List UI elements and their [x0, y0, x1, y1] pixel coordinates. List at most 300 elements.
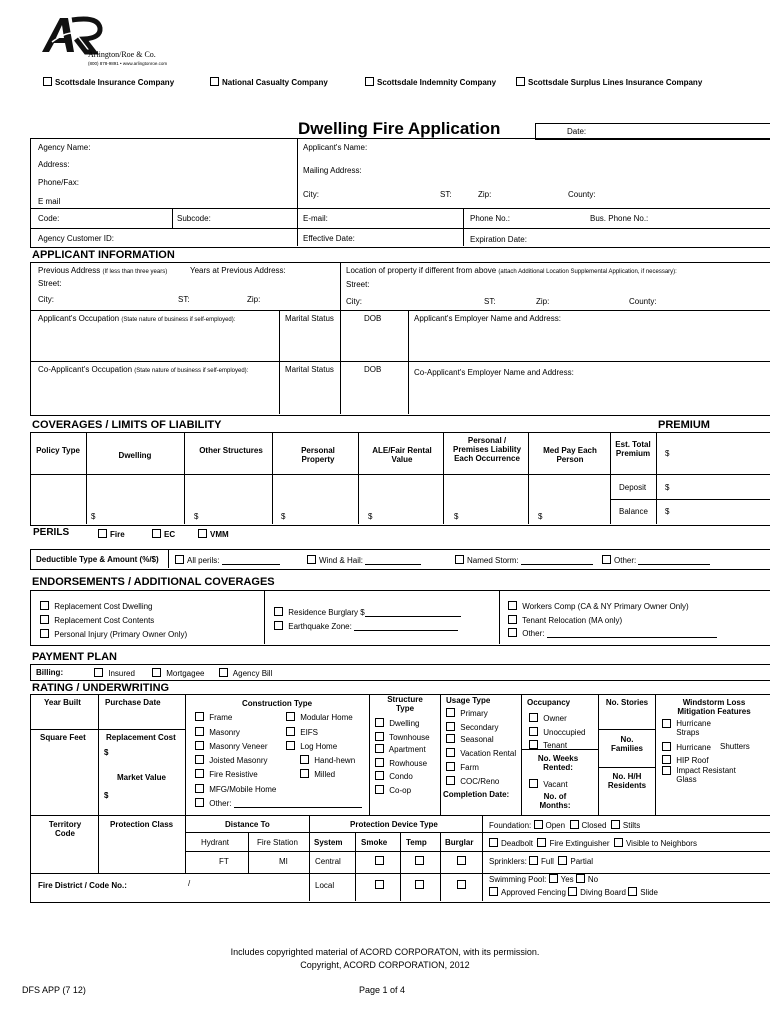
checkbox-icon[interactable]	[286, 727, 295, 736]
pool-yes[interactable]	[549, 875, 574, 884]
checkbox-icon[interactable]	[219, 668, 228, 677]
billing-insured[interactable]	[94, 668, 135, 678]
foundation-option-label: Open	[545, 821, 566, 830]
checkbox-icon[interactable]	[195, 784, 204, 793]
structure-option-label: Rowhouse	[389, 759, 428, 768]
checkbox-icon[interactable]	[415, 880, 424, 889]
agency-address-label: Address:	[38, 160, 70, 169]
employer-label: Applicant's Employer Name and Address:	[414, 314, 561, 323]
col-est-premium: Est. Total Premium	[615, 440, 651, 458]
mailing-address-label: Mailing Address:	[303, 166, 362, 175]
replacement-cost-dollar: $	[104, 748, 109, 757]
checkbox-icon[interactable]	[195, 769, 204, 778]
market-value-label: Market Value	[117, 773, 166, 782]
location-of-property	[346, 266, 677, 275]
date-label: Date:	[567, 127, 587, 136]
loc-state-label: ST:	[484, 297, 496, 306]
pool-yes-label: Yes	[560, 875, 574, 884]
checkbox-icon[interactable]	[628, 887, 637, 896]
construction-masonry[interactable]	[195, 727, 240, 737]
structure-coop[interactable]	[375, 785, 411, 795]
agency-subcode-label: Subcode:	[177, 214, 211, 223]
deductible-label: Deductible Type & Amount (%/$)	[36, 555, 159, 564]
checkbox-icon[interactable]	[375, 718, 384, 727]
checkbox-icon[interactable]	[195, 727, 204, 736]
endorsement-label: Other:	[522, 629, 545, 638]
deadbolt-option[interactable]	[489, 839, 533, 848]
co-occupation-label: Co-Applicant's Occupation	[38, 365, 133, 374]
foundation-stilts[interactable]	[611, 821, 640, 830]
foundation-open[interactable]	[534, 821, 566, 830]
billing-label: Billing:	[36, 668, 64, 677]
checkbox-icon[interactable]	[286, 741, 295, 750]
col-personal-property: Personal Property	[301, 446, 335, 464]
checkbox-icon[interactable]	[570, 820, 579, 829]
checkbox-icon[interactable]	[508, 628, 517, 637]
usage-farm[interactable]	[446, 762, 479, 772]
foundation-label: Foundation:	[489, 821, 532, 830]
checkbox-icon[interactable]	[602, 555, 611, 564]
ale-dollar: $	[368, 512, 373, 521]
deductible-other[interactable]	[602, 555, 710, 565]
checkbox-icon[interactable]	[300, 769, 309, 778]
checkbox-icon[interactable]	[662, 742, 671, 751]
company-option-scottsdale-surplus[interactable]	[516, 77, 702, 87]
windstorm-hurricane[interactable]	[662, 742, 711, 752]
windstorm-option-label: Hurricane Straps	[676, 719, 711, 737]
wind-hail-label: Wind & Hail:	[319, 556, 364, 565]
checkbox-icon[interactable]	[198, 529, 207, 538]
endorsement-label: Workers Comp (CA & NY Primary Owner Only)	[522, 602, 689, 611]
construction-option-label: Other:	[209, 799, 232, 808]
purchase-date-label: Purchase Date	[105, 698, 161, 707]
occupancy-unoccupied[interactable]	[529, 727, 585, 737]
checkbox-icon[interactable]	[568, 887, 577, 896]
billing-agency-bill[interactable]	[219, 668, 272, 678]
named-storm-input[interactable]	[521, 556, 593, 565]
checkbox-icon[interactable]	[529, 713, 538, 722]
deductible-other-input[interactable]	[638, 556, 710, 565]
peril-vmm[interactable]	[198, 529, 229, 539]
checkbox-icon[interactable]	[195, 755, 204, 764]
agency-applicant-box	[30, 138, 770, 248]
col-other-structures: Other Structures	[199, 446, 263, 455]
occupation-label: Applicant's Occupation	[38, 314, 120, 323]
checkbox-icon[interactable]	[446, 722, 455, 731]
peril-vmm-label: VMM	[210, 530, 229, 539]
checkbox-icon[interactable]	[446, 734, 455, 743]
expiration-date-label: Expiration Date:	[470, 235, 527, 244]
endorsement-earthquake[interactable]	[274, 621, 458, 631]
protection-device-label: Protection Device Type	[350, 820, 438, 829]
construction-frame[interactable]	[195, 712, 232, 722]
checkbox-icon[interactable]	[529, 856, 538, 865]
billing-mortgagee[interactable]	[152, 668, 204, 678]
checkbox-icon[interactable]	[375, 771, 384, 780]
checkbox-icon[interactable]	[516, 77, 525, 86]
checkbox-icon[interactable]	[529, 740, 538, 749]
effective-date-label: Effective Date:	[303, 234, 355, 243]
checkbox-icon[interactable]	[152, 668, 161, 677]
payment-row	[30, 664, 770, 681]
checkbox-icon[interactable]	[375, 785, 384, 794]
perils-label: PERILS	[33, 527, 70, 538]
construction-milled[interactable]	[300, 769, 335, 779]
wind-hail-input[interactable]	[365, 556, 421, 565]
checkbox-icon[interactable]	[662, 766, 671, 775]
occupancy-vacant[interactable]	[529, 779, 568, 789]
foundation-option-label: Closed	[581, 821, 607, 830]
company-option-scottsdale-insurance[interactable]	[43, 77, 174, 87]
co-applicant-occupation	[38, 365, 248, 374]
co-dob-label: DOB	[364, 365, 382, 374]
diving-board-option[interactable]	[568, 888, 626, 897]
all-perils-label: All perils:	[187, 556, 220, 565]
prev-city-label: City:	[38, 295, 54, 304]
checkbox-icon[interactable]	[286, 712, 295, 721]
checkbox-icon[interactable]	[446, 776, 455, 785]
burglar-label: Burglar	[445, 838, 474, 847]
burglary-input[interactable]	[365, 608, 461, 617]
smoke-label: Smoke	[361, 838, 388, 847]
checkbox-icon[interactable]	[611, 820, 620, 829]
dob-label: DOB	[364, 314, 382, 323]
checkbox-icon[interactable]	[529, 779, 538, 788]
construction-option-label: Log Home	[300, 742, 338, 751]
extinguisher-label: Fire Extinguisher	[549, 839, 610, 848]
checkbox-icon[interactable]	[195, 798, 204, 807]
balance-dollar: $	[665, 507, 670, 516]
zip-label: Zip:	[478, 190, 492, 199]
prev-street-label: Street:	[38, 279, 62, 288]
construction-option-label: Milled	[314, 770, 336, 779]
checkbox-icon[interactable]	[300, 755, 309, 764]
endorsement-replacement-contents[interactable]	[40, 615, 154, 625]
usage-vacation-rental[interactable]	[446, 748, 516, 758]
construction-other[interactable]	[195, 798, 362, 808]
construction-option-label: Masonry	[209, 728, 240, 737]
billing-option-label: Agency Bill	[232, 669, 273, 678]
endorsement-tenant-relocation[interactable]	[508, 615, 622, 625]
construction-mfg-mobile[interactable]	[195, 784, 276, 794]
checkbox-icon[interactable]	[489, 887, 498, 896]
construction-type-label: Construction Type	[242, 699, 313, 708]
checkbox-icon[interactable]	[365, 77, 374, 86]
company-option-scottsdale-indemnity[interactable]	[365, 77, 496, 87]
construction-fire-resistive[interactable]	[195, 769, 258, 779]
checkbox-icon[interactable]	[549, 874, 558, 883]
checkbox-icon[interactable]	[457, 856, 466, 865]
pool-no-label: No	[587, 875, 599, 884]
checkbox-icon[interactable]	[375, 744, 384, 753]
residents-label: No. H/H Residents	[607, 772, 647, 790]
construction-hand-hewn[interactable]	[300, 755, 355, 765]
central-smoke-checkbox[interactable]	[375, 856, 387, 866]
other-structures-dollar: $	[194, 512, 199, 521]
checkbox-icon[interactable]	[307, 555, 316, 564]
company-label: Scottsdale Insurance Company	[55, 78, 175, 87]
col-ale: ALE/Fair Rental Value	[372, 446, 432, 464]
checkbox-icon[interactable]	[375, 880, 384, 889]
agency-customer-id-label: Agency Customer ID:	[38, 234, 115, 243]
construction-eifs[interactable]	[286, 727, 318, 737]
checkbox-icon[interactable]	[375, 856, 384, 865]
prev-state-label: ST:	[178, 295, 190, 304]
occupation-note: (State nature of business if self-employed):	[121, 317, 236, 323]
checkbox-icon[interactable]	[662, 719, 671, 728]
checkbox-icon[interactable]	[98, 529, 107, 538]
copyright-line-1: Includes copyrighted material of ACORD CORPORATON, with its permission.	[230, 947, 540, 957]
sprinklers-row	[489, 856, 593, 866]
col-med-pay: Med Pay Each Person	[543, 446, 597, 464]
families-label: No. Families	[610, 735, 643, 753]
all-perils-input[interactable]	[222, 556, 280, 565]
structure-apartment[interactable]	[375, 744, 426, 754]
agency-phone-label: Phone/Fax:	[38, 178, 79, 187]
checkbox-icon[interactable]	[375, 758, 384, 767]
company-label: National Casualty Company	[222, 78, 328, 87]
construction-log-home[interactable]	[286, 741, 337, 751]
checkbox-icon[interactable]	[446, 748, 455, 757]
checkbox-icon[interactable]	[508, 615, 517, 624]
named-storm-label: Named Storm:	[467, 556, 519, 565]
construction-option-label: Masonry Veneer	[209, 742, 268, 751]
personal-property-dollar: $	[281, 512, 286, 521]
checkbox-icon[interactable]	[446, 708, 455, 717]
stories-label: No. Stories	[605, 698, 649, 707]
co-occupation-note: (State nature of business if self-employed):	[134, 368, 249, 374]
windstorm-option-label: Impact Resistant Glass	[676, 766, 736, 784]
checkbox-icon[interactable]	[537, 838, 546, 847]
usage-option-label: Vacation Rental	[460, 749, 517, 758]
occupancy-tenant[interactable]	[529, 740, 567, 750]
deductible-all-perils[interactable]	[175, 555, 280, 565]
peril-fire[interactable]	[98, 529, 125, 539]
col-liability: Personal / Premises Liability Each Occurrence	[452, 436, 522, 463]
checkbox-icon[interactable]	[40, 601, 49, 610]
checkbox-icon[interactable]	[274, 607, 283, 616]
peril-ec[interactable]	[152, 529, 175, 539]
pool-no[interactable]	[576, 875, 598, 884]
checkbox-icon[interactable]	[489, 838, 498, 847]
central-label: Central	[315, 857, 341, 866]
county-label: County:	[568, 190, 596, 199]
checkbox-icon[interactable]	[457, 880, 466, 889]
structure-option-label: Dwelling	[389, 719, 420, 728]
checkbox-icon[interactable]	[40, 615, 49, 624]
local-smoke-checkbox[interactable]	[375, 880, 387, 890]
checkbox-icon[interactable]	[614, 838, 623, 847]
location-label: Location of property if different from above	[346, 266, 497, 275]
location-note: (attach Additional Location Supplemental Application, if necessary):	[498, 269, 677, 275]
checkbox-icon[interactable]	[508, 601, 517, 610]
endorsement-label: Personal Injury (Primary Owner Only)	[54, 630, 188, 639]
checkbox-icon[interactable]	[210, 77, 219, 86]
dwelling-dollar: $	[91, 512, 96, 521]
endorsement-label: Residence Burglary $	[288, 608, 365, 617]
usage-seasonal[interactable]	[446, 734, 494, 744]
foundation-closed[interactable]	[570, 821, 607, 830]
windstorm-hurricane-straps[interactable]	[662, 719, 720, 737]
windstorm-option-label: Hurricane	[676, 743, 711, 752]
med-pay-dollar: $	[538, 512, 543, 521]
logo-contact: (800) 878-9891 • www.arlingtonroe.com	[88, 61, 168, 66]
section-heading-endorsements: ENDORSEMENTS / ADDITIONAL COVERAGES	[32, 576, 275, 588]
construction-modular[interactable]	[286, 712, 353, 722]
logo	[38, 12, 178, 74]
section-heading-payment: PAYMENT PLAN	[32, 651, 117, 663]
extinguisher-option[interactable]	[537, 839, 609, 848]
construction-other-input[interactable]	[234, 799, 362, 808]
approved-fencing-label: Approved Fencing	[501, 888, 566, 897]
years-at-address-label: Years at Previous Address:	[190, 266, 286, 275]
section-heading-rating: RATING / UNDERWRITING	[32, 682, 170, 694]
central-temp-checkbox[interactable]	[415, 856, 427, 866]
pool-label: Swimming Pool:	[489, 875, 547, 884]
earthquake-input[interactable]	[354, 622, 458, 631]
company-option-national-casualty[interactable]	[210, 77, 328, 87]
fire-district-label: Fire District / Code No.:	[38, 881, 127, 890]
marital-status-label: Marital Status	[285, 314, 334, 323]
checkbox-icon[interactable]	[40, 629, 49, 638]
section-heading-applicant-info: APPLICANT INFORMATION	[32, 249, 175, 261]
page-title: Dwelling Fire Application	[298, 119, 501, 138]
completion-date-label: Completion Date:	[443, 790, 510, 799]
previous-address	[38, 266, 167, 275]
checkbox-icon[interactable]	[274, 621, 283, 630]
central-burglar-checkbox[interactable]	[457, 856, 469, 866]
prev-zip-label: Zip:	[247, 295, 261, 304]
deductible-other-label: Other:	[614, 556, 637, 565]
market-value-dollar: $	[104, 791, 109, 800]
slide-label: Slide	[640, 888, 659, 897]
agency-email-label: E mail	[38, 197, 61, 206]
loc-city-label: City:	[346, 297, 362, 306]
replacement-cost-label: Replacement Cost	[106, 733, 176, 742]
temp-label: Temp	[406, 838, 427, 847]
previous-address-label: Previous Address	[38, 266, 101, 275]
local-temp-checkbox[interactable]	[415, 880, 427, 890]
premium-heading: PREMIUM	[658, 419, 710, 431]
checkbox-icon[interactable]	[558, 856, 567, 865]
endorsement-label: Replacement Cost Dwelling	[54, 602, 153, 611]
city-label: City:	[303, 190, 319, 199]
usage-secondary[interactable]	[446, 722, 498, 732]
security-row	[489, 838, 697, 848]
endorsement-replacement-dwelling[interactable]	[40, 601, 153, 611]
sprinklers-full[interactable]	[529, 857, 554, 866]
checkbox-icon[interactable]	[195, 712, 204, 721]
occupancy-option-label: Unoccupied	[543, 728, 586, 737]
usage-type-label: Usage Type	[446, 696, 491, 705]
liability-dollar: $	[454, 512, 459, 521]
structure-condo[interactable]	[375, 771, 413, 781]
checkbox-icon[interactable]	[175, 555, 184, 564]
year-built-label: Year Built	[44, 698, 81, 707]
windstorm-option-label: HIP Roof	[676, 756, 709, 765]
checkbox-icon[interactable]	[415, 856, 424, 865]
agency-code-label: Code:	[38, 214, 60, 223]
construction-option-label: Modular Home	[300, 713, 353, 722]
usage-primary[interactable]	[446, 708, 488, 718]
slide-option[interactable]	[628, 888, 658, 897]
fire-district-slash: /	[188, 879, 191, 888]
checkbox-icon[interactable]	[375, 732, 384, 741]
checkbox-icon[interactable]	[529, 727, 538, 736]
occupancy-option-label: Tenant	[543, 741, 568, 750]
endorsement-burglary[interactable]	[274, 607, 461, 617]
checkbox-icon[interactable]	[43, 77, 52, 86]
sprinklers-full-label: Full	[541, 857, 554, 866]
occupancy-owner[interactable]	[529, 713, 567, 723]
square-feet-label: Square Feet	[40, 733, 86, 742]
months-label: No. of Months:	[539, 792, 571, 810]
structure-townhouse[interactable]	[375, 732, 430, 742]
usage-option-label: Secondary	[460, 723, 499, 732]
endorsement-other[interactable]	[508, 628, 717, 638]
weeks-rented-label: No. Weeks Rented:	[537, 754, 579, 772]
loc-zip-label: Zip:	[536, 297, 550, 306]
endorsement-personal-injury[interactable]	[40, 629, 187, 639]
peril-ec-label: EC	[164, 530, 176, 539]
visible-neighbors-option[interactable]	[614, 839, 697, 848]
occupancy-option-label: Owner	[543, 714, 567, 723]
system-label: System	[314, 838, 343, 847]
usage-coc-reno[interactable]	[446, 776, 499, 786]
construction-option-label: Frame	[209, 713, 233, 722]
endorsement-other-input[interactable]	[547, 629, 717, 638]
billing-option-label: Mortgagee	[166, 669, 205, 678]
agency-name-label: Agency Name:	[38, 143, 91, 152]
checkbox-icon[interactable]	[662, 755, 671, 764]
deposit-label: Deposit	[619, 483, 647, 492]
structure-dwelling[interactable]	[375, 718, 419, 728]
windstorm-impact-glass[interactable]	[662, 766, 744, 784]
structure-option-label: Condo	[389, 772, 413, 781]
structure-rowhouse[interactable]	[375, 758, 427, 768]
checkbox-icon[interactable]	[455, 555, 464, 564]
co-employer-label: Co-Applicant's Employer Name and Address:	[414, 368, 574, 377]
checkbox-icon[interactable]	[446, 762, 455, 771]
territory-code-label: Territory Code	[48, 820, 82, 838]
billing-option-label: Insured	[108, 669, 135, 678]
checkbox-icon[interactable]	[195, 741, 204, 750]
checkbox-icon[interactable]	[94, 668, 103, 677]
applicant-occupation	[38, 314, 235, 323]
local-burglar-checkbox[interactable]	[457, 880, 469, 890]
deductible-named-storm[interactable]	[455, 555, 593, 565]
structure-option-label: Co-op	[389, 786, 412, 795]
protection-class-label: Protection Class	[110, 820, 174, 829]
deductible-wind-hail[interactable]	[307, 555, 421, 565]
distance-to-label: Distance To	[225, 820, 270, 829]
checkbox-icon[interactable]	[576, 874, 585, 883]
applicant-email-label: E-mail:	[303, 214, 328, 223]
checkbox-icon[interactable]	[534, 820, 543, 829]
windstorm-hip-roof[interactable]	[662, 755, 709, 765]
sprinklers-partial[interactable]	[558, 857, 593, 866]
local-label: Local	[315, 881, 335, 890]
applicant-info-box	[30, 262, 770, 416]
construction-joisted-masonry[interactable]	[195, 755, 267, 765]
bus-phone-label: Bus. Phone No.:	[590, 214, 649, 223]
est-premium-dollar: $	[665, 449, 670, 458]
construction-masonry-veneer[interactable]	[195, 741, 268, 751]
checkbox-icon[interactable]	[152, 529, 161, 538]
endorsement-workers-comp[interactable]	[508, 601, 689, 611]
occupancy-label: Occupancy	[527, 698, 571, 707]
approved-fencing-option[interactable]	[489, 888, 566, 897]
